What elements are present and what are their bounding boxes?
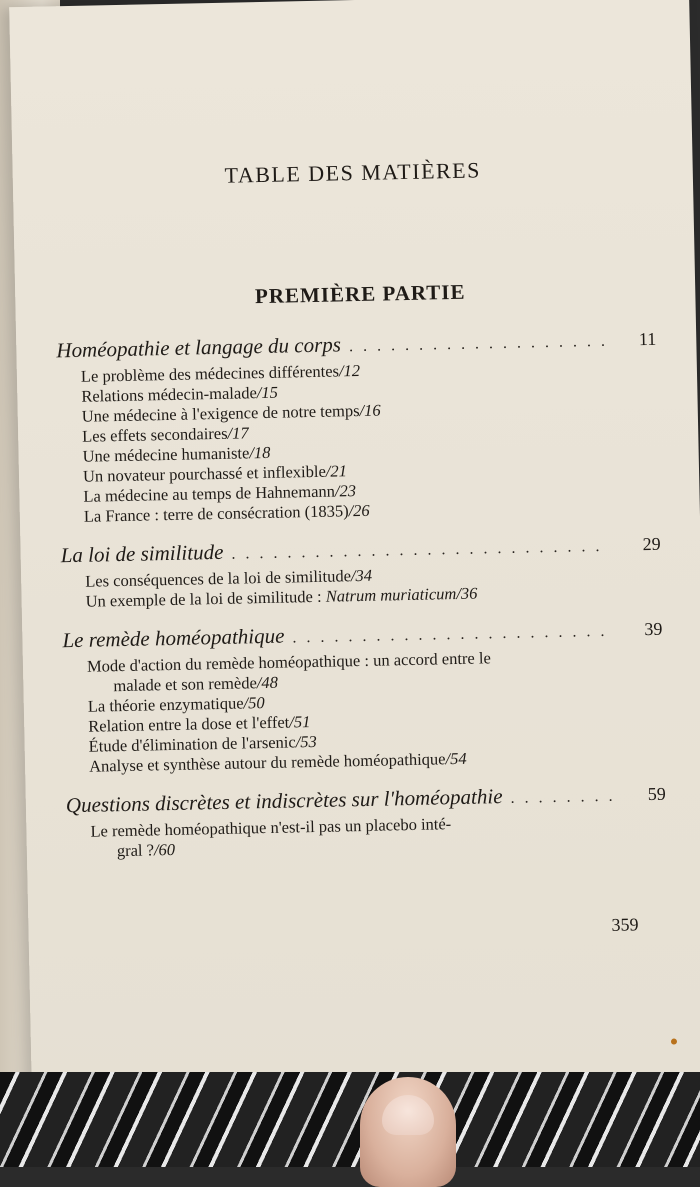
- toc-entry: Un novateur pourchassé et inflexible/21: [82, 461, 348, 486]
- page-number: 359: [611, 914, 639, 935]
- patterned-cover: [0, 1072, 700, 1167]
- toc-entry: Analyse et synthèse autour du remède homéopathique/54: [88, 748, 467, 776]
- chapter-entries: [85, 560, 662, 612]
- toc-entry: Les effets secondaires/17: [81, 423, 249, 446]
- chapter-title: La loi de similitude: [60, 539, 224, 568]
- page-title: TABLE DES MATIÈRES: [224, 157, 482, 188]
- chapter-entries: [87, 645, 665, 777]
- toc-entry: Le remède homéopathique n'est-il pas un placebo inté-: [90, 814, 452, 841]
- toc-entry: Les conséquences de la loi de similitude/34: [85, 565, 373, 591]
- part-heading: PREMIÈRE PARTIE: [254, 279, 466, 309]
- toc-entry: Un exemple de la loi de similitude : Natrum muriaticum/36: [85, 583, 478, 611]
- leader-dots: [349, 333, 605, 356]
- book-page: [9, 0, 700, 1107]
- chapter-page: 39: [644, 618, 663, 640]
- leader-dots: [510, 788, 614, 808]
- toc-entry: La médecine au temps de Hahnemann/23: [83, 481, 357, 506]
- paper-stain: [671, 1038, 677, 1044]
- chapter-page: 59: [647, 783, 667, 805]
- toc-entry-continuation: malade et son remède/48: [113, 672, 279, 696]
- chapter-entries: [90, 810, 667, 862]
- leader-dots: [231, 538, 609, 564]
- toc-entry: La France : terre de consécration (1835)/26: [83, 500, 370, 526]
- table-of-contents: [56, 326, 667, 862]
- chapter-title: Le remède homéopathique: [62, 623, 285, 653]
- toc-entry: Relation entre la dose et l'effet/51: [88, 712, 311, 736]
- toc-entry: Relations médecin-malade/15: [81, 382, 279, 406]
- chapter-title: Homéopathie et langage du corps: [56, 332, 342, 363]
- toc-entry: Une médecine à l'exigence de notre temps/16: [81, 400, 381, 426]
- toc-entry: Le problème des médecines différentes/12: [80, 360, 361, 386]
- toc-entry-continuation: gral ?/60: [116, 839, 176, 861]
- chapter-page: 11: [638, 328, 657, 350]
- toc-entry: Une médecine humaniste/18: [82, 442, 271, 466]
- toc-entry: Mode d'action du remède homéopathique : un accord entre le: [86, 648, 491, 676]
- thumb: [360, 1077, 456, 1187]
- chapter-page: 29: [642, 533, 661, 555]
- chapter-entries: [81, 355, 660, 527]
- chapter-title: Questions discrètes et indiscrètes sur l'homéopathie: [65, 784, 503, 818]
- toc-entry: Étude d'élimination de l'arsenic/53: [88, 731, 318, 756]
- thumbnail: [382, 1095, 434, 1135]
- toc-entry: La théorie enzymatique/50: [87, 693, 265, 716]
- leader-dots: [292, 623, 610, 648]
